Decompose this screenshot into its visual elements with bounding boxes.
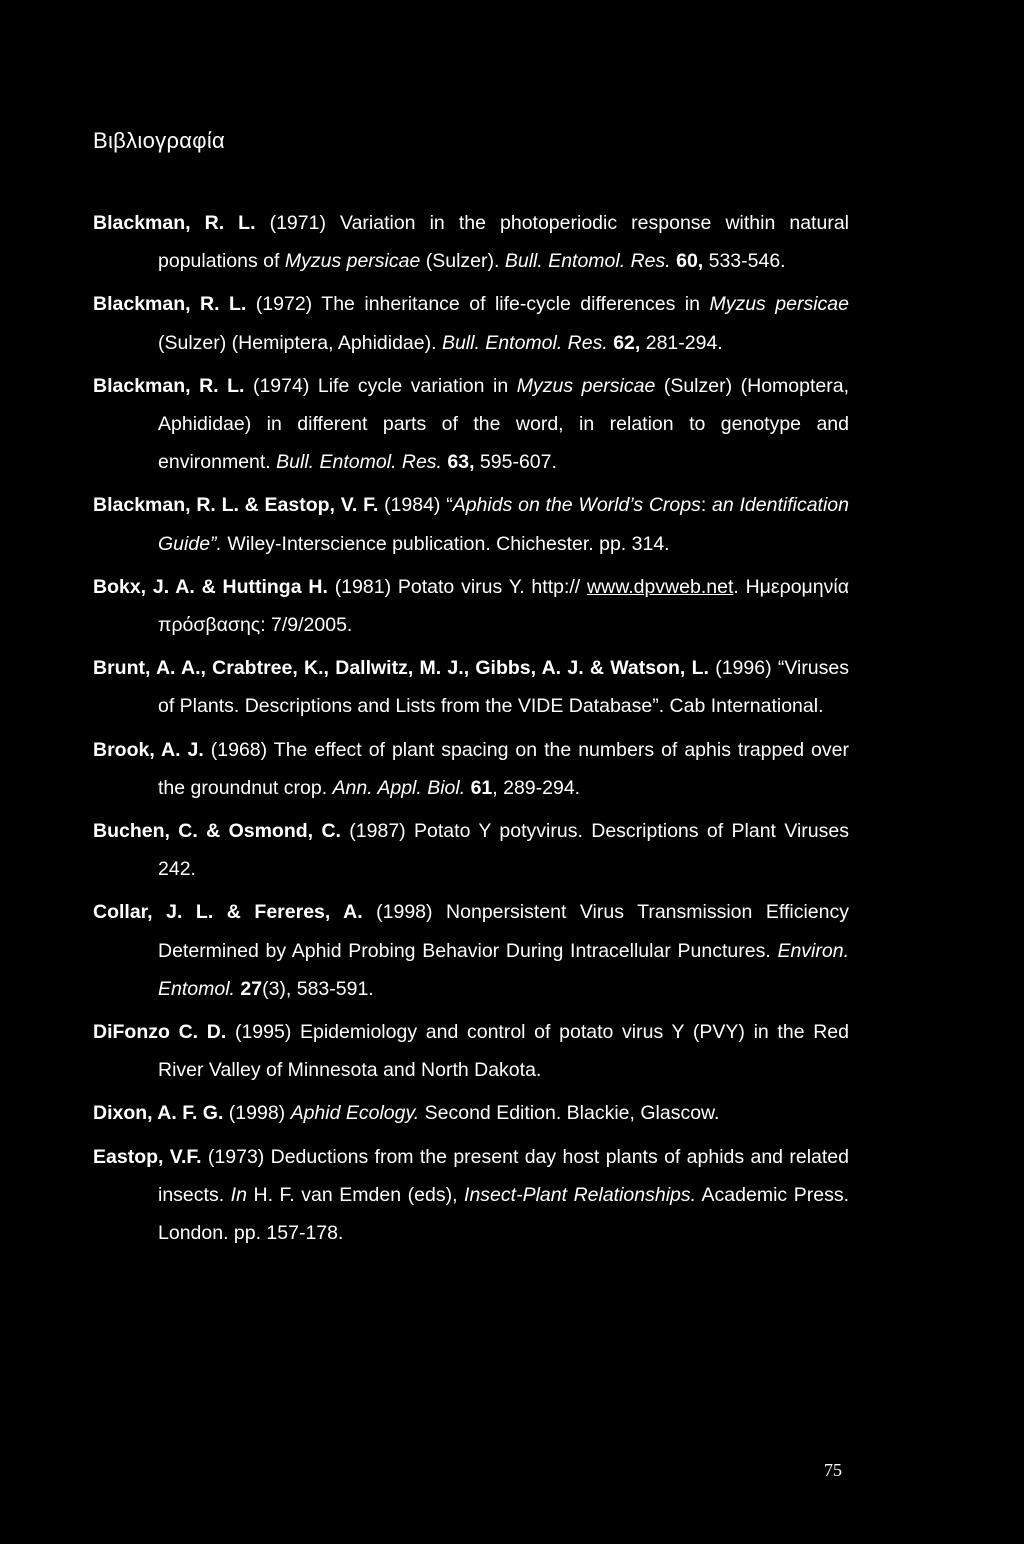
reference-authors: Blackman, R. L. bbox=[93, 293, 247, 316]
reference-authors: Blackman, R. L. & Eastop, V. F. bbox=[93, 494, 379, 517]
reference-entry bbox=[93, 731, 849, 807]
reference-entry bbox=[93, 893, 849, 1008]
reference-text: (1972) The inheritance of life-cycle differences in bbox=[246, 293, 710, 316]
page-number: 75 bbox=[824, 1460, 842, 1480]
reference-text: (1998) Nonpersistent Virus Transmission Efficiency Determined by Aphid Probing Behavior During Intracellular Punctures. bbox=[158, 901, 849, 962]
reference-volume: 61 bbox=[470, 776, 493, 799]
reference-italic-text: Aphids on the World’s Crops bbox=[452, 494, 701, 517]
reference-italic-text: Bull. Entomol. Res. bbox=[276, 451, 442, 474]
reference-text: 281-294. bbox=[640, 331, 723, 354]
reference-entry bbox=[93, 568, 849, 644]
reference-authors: Blackman, R. L. bbox=[93, 374, 245, 397]
reference-entry bbox=[93, 812, 849, 888]
reference-text: : bbox=[700, 494, 713, 517]
reference-text: , 289-294. bbox=[492, 776, 581, 799]
reference-text: (1998) bbox=[223, 1102, 291, 1125]
reference-text: (3), 583-591. bbox=[262, 977, 374, 1000]
reference-text: (1987) Potato Y potyvirus. Descriptions of Plant Viruses 242. bbox=[158, 820, 849, 881]
reference-entry bbox=[93, 1013, 849, 1089]
reference-text: Academic Press. London. pp. 157-178. bbox=[158, 1183, 849, 1245]
reference-italic-text: Bull. Entomol. Res. bbox=[441, 331, 608, 354]
reference-authors: Collar, J. L. & Fereres, A. bbox=[93, 901, 363, 924]
reference-italic-text: Myzus persicae bbox=[709, 293, 849, 316]
reference-text: (1995) Epidemiology and control of potato virus Y (PVY) in the Red River Valley of Minnesota and North Dakota. bbox=[158, 1021, 849, 1082]
reference-list bbox=[93, 204, 849, 1257]
reference-text: 595-607. bbox=[474, 451, 557, 474]
reference-volume: 27 bbox=[240, 977, 263, 1000]
reference-text: . Ημερομηνία πρόσβασης: 7/9/2005. bbox=[158, 575, 849, 637]
reference-italic-text: Aphid Ecology. bbox=[290, 1102, 420, 1125]
reference-text: (1974) Life cycle variation in bbox=[244, 374, 517, 397]
reference-text: (Sulzer) (Hemiptera, Aphididae). bbox=[158, 331, 442, 354]
reference-authors: Brook, A. J. bbox=[93, 738, 204, 761]
reference-volume: 60, bbox=[676, 250, 704, 273]
reference-entry bbox=[93, 1094, 849, 1132]
reference-entry bbox=[93, 649, 849, 725]
reference-volume: 62, bbox=[613, 331, 641, 354]
reference-italic-text: In bbox=[230, 1183, 247, 1206]
reference-text: Second Edition. Blackie, Glascow. bbox=[419, 1102, 720, 1125]
reference-entry bbox=[93, 1138, 849, 1253]
reference-italic-text: Insect-Plant Relationships. bbox=[464, 1183, 697, 1206]
reference-text: (Sulzer). bbox=[420, 250, 505, 273]
reference-entry bbox=[93, 204, 849, 280]
reference-text: H. F. van Emden (eds), bbox=[246, 1183, 465, 1206]
reference-authors: Buchen, C. & Osmond, C. bbox=[93, 820, 341, 843]
reference-entry bbox=[93, 285, 849, 361]
reference-text: (1971) Variation in the photoperiodic response within natural populations of bbox=[158, 212, 849, 273]
reference-text: (1973) Deductions from the present day host plants of aphids and related insects. bbox=[158, 1145, 849, 1206]
reference-italic-text: Myzus persicae bbox=[284, 250, 421, 273]
reference-entry bbox=[93, 486, 849, 562]
reference-authors: Brunt, A. A., Crabtree, K., Dallwitz, M. J., Gibbs, A. J. & Watson, L. bbox=[93, 657, 709, 680]
reference-authors: Eastop, V.F. bbox=[93, 1145, 202, 1168]
reference-authors: Bokx, J. A. & Huttinga H. bbox=[93, 575, 328, 598]
reference-authors: Dixon, A. F. G. bbox=[93, 1102, 224, 1125]
reference-italic-text: an Identification Guide”. bbox=[158, 494, 849, 555]
reference-italic-text: Ann. Appl. Biol. bbox=[332, 776, 466, 799]
reference-text: (1996) “Viruses of Plants. Descriptions and Lists from the VIDE Database”. Cab International. bbox=[158, 657, 849, 718]
reference-text: (1984) “ bbox=[378, 494, 453, 517]
reference-entry bbox=[93, 367, 849, 482]
page-title: Βιβλιογραφία bbox=[93, 128, 226, 153]
reference-text: Wiley-Interscience publication. Chichester. pp. 314. bbox=[221, 532, 670, 555]
reference-italic-text: Myzus persicae bbox=[516, 374, 656, 397]
reference-text: (1968) The effect of plant spacing on the numbers of aphis trapped over the groundnut crop. bbox=[158, 738, 849, 799]
reference-italic-text: Bull. Entomol. Res. bbox=[504, 250, 671, 273]
reference-authors: Blackman, R. L. bbox=[93, 212, 256, 234]
reference-volume: 63, bbox=[447, 451, 475, 474]
reference-italic-text: Environ. Entomol. bbox=[158, 939, 849, 1000]
reference-text: 533-546. bbox=[703, 250, 786, 273]
reference-text: (Sulzer) (Homoptera, Aphididae) in different parts of the word, in relation to genotype and environment. bbox=[158, 374, 850, 474]
reference-text: (1981) Potato virus Y. http:// bbox=[327, 575, 588, 598]
reference-link[interactable]: www.dpvweb.net bbox=[587, 575, 734, 598]
reference-authors: DiFonzo C. D. bbox=[93, 1021, 227, 1044]
